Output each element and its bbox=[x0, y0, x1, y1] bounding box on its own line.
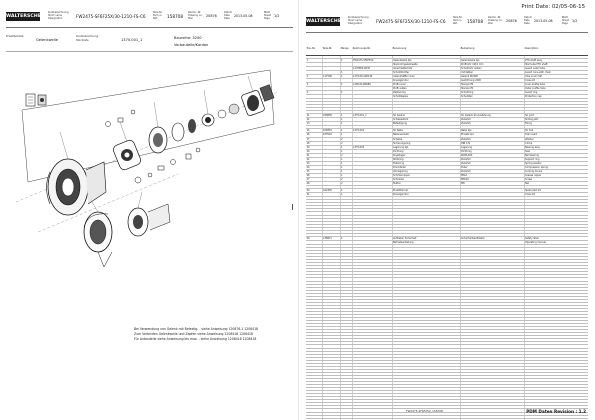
table-cell: 1170.00-A00130 bbox=[352, 74, 392, 78]
table-cell: Verriegelung bbox=[392, 169, 460, 173]
left-subheader bbox=[6, 34, 293, 50]
table-cell: Kreuzgarnitur bbox=[392, 193, 460, 197]
table-cell: 1170850-0035 bbox=[352, 66, 392, 70]
table-cell: SC Nabe bbox=[392, 129, 460, 133]
table-cell: 11 bbox=[306, 114, 322, 118]
table-cell: 31 bbox=[306, 193, 322, 197]
table-cell: Stützring bbox=[392, 157, 460, 161]
column-header: Pos.-Nr. bbox=[306, 48, 322, 55]
rheader-number: 158708 bbox=[467, 19, 483, 24]
table-cell: 1 bbox=[340, 58, 352, 62]
rheader-label-3: Zeichn.-Nr. Drawing no. Plan bbox=[488, 16, 503, 25]
table-cell: Ersatzteil kpl. bbox=[392, 189, 460, 193]
table-cell: Gelenkhälfte innen bbox=[392, 74, 460, 78]
header-code: FW2475-SF6F25X/30-1210-FS-C6 bbox=[76, 14, 146, 19]
table-cell: Protection cap bbox=[524, 94, 588, 98]
rheader-code: FW2475-SF6F25X/30-1210-FS-C6 bbox=[376, 19, 446, 24]
table-cell: Sternrohrgelenkwelle bbox=[392, 62, 460, 66]
table-cell: Zapfenring bbox=[392, 90, 460, 94]
table-cell: Zubehör bbox=[460, 157, 524, 161]
table-cell: 27 bbox=[306, 178, 322, 182]
table-cell: Gelenkwelle kpl. bbox=[392, 58, 460, 62]
rheader-label-4: Datum Date Date bbox=[524, 16, 533, 25]
table-cell: 2 bbox=[340, 153, 352, 157]
exploded-view-diagram bbox=[8, 62, 292, 312]
table-cell: Spare part kit bbox=[524, 189, 588, 193]
subhdr-value-g: Vorbauteile/Kardan bbox=[174, 43, 209, 47]
table-cell: 117590 bbox=[322, 74, 340, 78]
table-cell: 1 bbox=[340, 74, 352, 78]
rheader-ref: 20876 bbox=[506, 19, 517, 23]
table-cell: Profil außen bbox=[392, 86, 460, 90]
table-cell: Schutzrohr außen bbox=[460, 66, 524, 70]
note-3: Für Anbauteile siehe Anweisung bis max. - siehe Anweisung 1208418 1208418 bbox=[134, 337, 257, 341]
table-cell: Schutzring bbox=[460, 90, 524, 94]
table-cell: 24 bbox=[306, 165, 322, 169]
left-page bbox=[6, 4, 293, 415]
header-label-5: Blatt Sheet Page bbox=[264, 11, 271, 20]
table-cell: 3 bbox=[306, 82, 322, 86]
table-cell: M8x20 bbox=[460, 178, 524, 182]
table-cell: 1 bbox=[340, 165, 352, 169]
table-cell: Sternprofil bbox=[460, 86, 524, 90]
table-cell: Gelenk W2400 bbox=[460, 74, 524, 78]
parts-table bbox=[306, 48, 588, 420]
table-cell: mit Ketten bbox=[460, 70, 524, 74]
table-cell: Outer profile tube bbox=[524, 86, 588, 90]
table-cell: Verschleißschutz bbox=[392, 66, 460, 70]
table-cell: Zubehör bbox=[460, 161, 524, 165]
table-cell: Washer bbox=[524, 137, 588, 141]
table-cell: 1 bbox=[340, 82, 352, 86]
table-cell: Dichtring bbox=[460, 149, 524, 153]
table-cell: Profil innen bbox=[392, 82, 460, 86]
table-cell: Profilrohr 1210 mm bbox=[460, 62, 524, 66]
rheader-label-1: Kurzbezeichnung Short name Désignation bbox=[348, 16, 369, 25]
table-cell: Grease nipple bbox=[524, 173, 588, 177]
table-cell: SC hub bbox=[524, 129, 588, 133]
print-date: Print Date: 02/05-06-15 bbox=[521, 4, 585, 10]
table-cell: Compression spring bbox=[524, 165, 588, 169]
table-cell: Schutztrichter bbox=[392, 70, 460, 74]
table-cell: Screw bbox=[524, 178, 588, 182]
table-cell: 138871 bbox=[322, 236, 340, 240]
brand-logo: WALTERSCHEID bbox=[6, 14, 47, 19]
table-cell: Federring bbox=[392, 161, 460, 165]
table-cell: 1 bbox=[340, 189, 352, 193]
yoke-end bbox=[241, 85, 274, 117]
table-cell: 28 bbox=[306, 182, 322, 186]
table-cell: Schiebestück bbox=[392, 118, 460, 122]
table-cell: 1 bbox=[340, 149, 352, 153]
table-cell: SC Gelenk SC-Ausführung bbox=[460, 114, 524, 118]
table-cell: 1 bbox=[340, 169, 352, 173]
table-cell: 16 bbox=[306, 133, 322, 137]
table-cell: 15 bbox=[306, 129, 322, 133]
table-cell: Sicherheitsaufkleber bbox=[460, 236, 524, 240]
manual-icon bbox=[26, 94, 35, 106]
table-cell: Betriebsanleitung bbox=[392, 240, 460, 244]
table-cell: Sliding part bbox=[524, 118, 588, 122]
table-cell: Nabeneinsatz bbox=[392, 133, 460, 137]
table-cell: 1 bbox=[306, 58, 322, 62]
page-gutter bbox=[298, 0, 299, 420]
table-cell: 30 bbox=[306, 189, 322, 193]
table-cell: SC joint bbox=[524, 114, 588, 118]
table-cell: Dichtung bbox=[392, 149, 460, 153]
table-cell: 1370.001_1 bbox=[352, 114, 392, 118]
table-cell: 1 bbox=[340, 70, 352, 74]
table-cell: 1370.003 bbox=[352, 145, 392, 149]
table-cell: Zubehör bbox=[460, 122, 524, 126]
table-cell: Spring washer bbox=[524, 161, 588, 165]
rheader-date: 2013-05-08 bbox=[534, 19, 553, 23]
table-cell: Zubehör bbox=[460, 169, 524, 173]
table-cell: Ausführung 2400 bbox=[460, 78, 524, 82]
table-cell: Zubehör bbox=[460, 118, 524, 122]
table-cell: 106853 bbox=[322, 129, 340, 133]
column-header: Teile-Nr. bbox=[322, 48, 340, 55]
table-cell: Lagerung bbox=[460, 145, 524, 149]
table-cell: 1180.01-B00B1 bbox=[352, 82, 392, 86]
table-cell: 2 bbox=[340, 182, 352, 186]
table-cell: Lagerung kpl. bbox=[392, 145, 460, 149]
table-cell: 1 bbox=[340, 145, 352, 149]
table-cell: 17 bbox=[306, 137, 322, 141]
header-number: 158708 bbox=[167, 14, 183, 19]
table-cell: 19 bbox=[306, 145, 322, 149]
header-label-1: Kurzbezeichnung Short name Désignation bbox=[48, 11, 69, 20]
header-rule bbox=[6, 27, 293, 28]
table-cell: 102455 bbox=[322, 189, 340, 193]
table-cell: Kugellager bbox=[392, 153, 460, 157]
table-cell: 4 bbox=[306, 90, 322, 94]
fold-mark bbox=[292, 204, 293, 210]
table-cell: Cross kit bbox=[524, 193, 588, 197]
table-cell: Cross kit bbox=[524, 78, 588, 82]
bearing-parts bbox=[202, 104, 239, 126]
rheader-label-5: Blatt Sheet Page bbox=[562, 16, 569, 25]
table-cell: Ball bearing bbox=[524, 153, 588, 157]
table-cell: 12 bbox=[306, 118, 322, 122]
table-cell: 1 bbox=[340, 90, 352, 94]
table-cell: 108895 bbox=[322, 114, 340, 118]
table-cell: 1 bbox=[340, 114, 352, 118]
table-cell: Star tube PTO shaft bbox=[524, 62, 588, 66]
left-header bbox=[6, 11, 293, 25]
table-cell: 1 bbox=[340, 118, 352, 122]
subhdr-label-c: Stückliste bbox=[76, 39, 89, 42]
table-cell: 25 bbox=[306, 169, 322, 173]
right-header-rule bbox=[306, 32, 588, 33]
header-label-2: Teile-Nr. Part no. Réf. bbox=[153, 11, 163, 20]
table-cell: M8 bbox=[460, 182, 524, 186]
table-cell: Schmiernippel bbox=[392, 173, 460, 177]
guard-tube bbox=[84, 212, 112, 267]
header-ref: 20876 bbox=[206, 14, 217, 18]
table-cell: 50 bbox=[306, 236, 322, 240]
column-header: Bemerkung bbox=[460, 48, 524, 55]
right-header bbox=[306, 16, 588, 30]
subheader-rule bbox=[6, 51, 293, 52]
table-cell: 2 bbox=[340, 141, 352, 145]
table-cell: 1 bbox=[340, 129, 352, 133]
table-cell: FW2475-SF6F25X bbox=[352, 58, 392, 62]
table-cell: Kreuzgarnitur bbox=[392, 78, 460, 82]
table-cell: Guard ring bbox=[524, 90, 588, 94]
column-header: Description bbox=[524, 48, 588, 55]
table-cell: 26 bbox=[306, 173, 322, 177]
table-cell: DIN 471 bbox=[460, 141, 524, 145]
table-cell: 1 bbox=[340, 236, 352, 240]
table-cell: Yoke inner half bbox=[524, 74, 588, 78]
header-sheet: 1/2 bbox=[274, 14, 280, 18]
parts-table-body bbox=[306, 55, 588, 420]
column-header: Zeichnungs-Nr. bbox=[352, 48, 392, 55]
table-cell: Inner profile tube bbox=[524, 82, 588, 86]
table-cell: 22 bbox=[306, 157, 322, 161]
table-cell: 1 bbox=[340, 157, 352, 161]
subhdr-value-f: Baureihe: 3200 bbox=[174, 36, 202, 40]
note-1: Bei Verwendung von Gelenk mit Befestig. - siehe Anweisung 120876.1 1208418 bbox=[134, 327, 259, 331]
table-cell: Schutzkappe bbox=[392, 94, 460, 98]
table-cell: Support ring bbox=[524, 157, 588, 161]
table-cell: 6008-2RS bbox=[460, 153, 524, 157]
table-cell: 2 bbox=[306, 74, 322, 78]
header-date: 2013-05-08 bbox=[234, 14, 253, 18]
table-cell: 103522 bbox=[322, 133, 340, 137]
table-cell: Guard cone with chain bbox=[524, 70, 588, 74]
table-cell: 21 bbox=[306, 153, 322, 157]
table-cell: 13 bbox=[306, 122, 322, 126]
subhdr-value-e: 1370.001_1 bbox=[121, 38, 143, 42]
table-cell: PTO shaft assy bbox=[524, 58, 588, 62]
subhdr-value-d: Gelenkwelle bbox=[36, 38, 58, 42]
table-cell: Guard outer tube bbox=[524, 66, 588, 70]
table-cell: Fixing bbox=[524, 122, 588, 126]
guard-cone bbox=[47, 159, 107, 215]
table-cell: 1 bbox=[340, 122, 352, 126]
rheader-sheet: 1/2 bbox=[572, 19, 578, 23]
table-cell: 1 bbox=[340, 133, 352, 137]
table-cell: Schutzteil bbox=[460, 94, 524, 98]
table-cell: 2 bbox=[340, 137, 352, 141]
table-cell: SC Gelenk bbox=[392, 114, 460, 118]
header-label-3: Zeichn.-Nr. Drawing no. Plan bbox=[188, 11, 203, 20]
table-cell: Sicherungsring bbox=[392, 141, 460, 145]
table-cell: Safety label bbox=[524, 236, 588, 240]
brand-logo-right: WALTERSCHEID bbox=[306, 19, 347, 24]
table-cell: Befestigung bbox=[392, 122, 460, 126]
table-cell: 1 bbox=[340, 161, 352, 165]
table-cell: Schraube bbox=[392, 178, 460, 182]
table-cell: Nut bbox=[524, 182, 588, 186]
table-cell: Operating manual bbox=[524, 240, 588, 244]
lower-joint bbox=[128, 204, 170, 236]
column-header: Menge bbox=[340, 48, 352, 55]
table-header-row bbox=[306, 48, 588, 55]
table-cell: M8x1 bbox=[460, 173, 524, 177]
sc-joint bbox=[112, 139, 142, 171]
table-cell: Scheibe bbox=[392, 137, 460, 141]
label-sticker-icon bbox=[38, 95, 46, 105]
table-cell: 18 bbox=[306, 141, 322, 145]
table-cell: Feder bbox=[460, 165, 524, 169]
table-cell: Sternprofil bbox=[460, 82, 524, 86]
column-header: Benennung bbox=[392, 48, 460, 55]
table-cell: Locking device bbox=[524, 169, 588, 173]
footer-file: FW2475-SF6F25X_158708 bbox=[406, 409, 443, 413]
table-cell: Mutter bbox=[392, 182, 460, 186]
note-2: Zum Verbinden Gelenkwelle und Zapfen siehe Anweisung 1208418 1208418 bbox=[134, 332, 253, 336]
table-cell: Hub insert bbox=[524, 133, 588, 137]
rheader-label-2: Teile-Nr. Part no. Réf. bbox=[453, 16, 463, 25]
footer-revision: PDM Daten Revision : 1.2 bbox=[526, 409, 586, 414]
header-label-4: Datum Date Date bbox=[224, 11, 233, 20]
table-cell: 1 bbox=[340, 193, 352, 197]
right-page bbox=[306, 4, 588, 415]
table-cell: Circlip bbox=[524, 141, 588, 145]
table-cell: 23 bbox=[306, 161, 322, 165]
table-cell: Zubehör bbox=[460, 137, 524, 141]
table-cell: Nabe kpl. bbox=[460, 129, 524, 133]
table-cell: Bearing assy bbox=[524, 145, 588, 149]
table-cell: Seal bbox=[524, 149, 588, 153]
subhdr-label-a: Ersatzteilliste bbox=[6, 35, 24, 38]
table-cell: 1370.002 bbox=[352, 129, 392, 133]
subhdr-label-b: Kurzbezeichnung bbox=[76, 35, 99, 38]
table-cell: Einsatz kpl. bbox=[460, 133, 524, 137]
table-cell: 1 bbox=[340, 173, 352, 177]
table-cell: 2 bbox=[340, 178, 352, 182]
table-cell: Gelenkwelle kpl. bbox=[460, 58, 524, 62]
table-cell: Druckfeder bbox=[392, 165, 460, 169]
table-cell: Aufkleber Sicherheit bbox=[392, 236, 460, 240]
table-cell: 20 bbox=[306, 149, 322, 153]
